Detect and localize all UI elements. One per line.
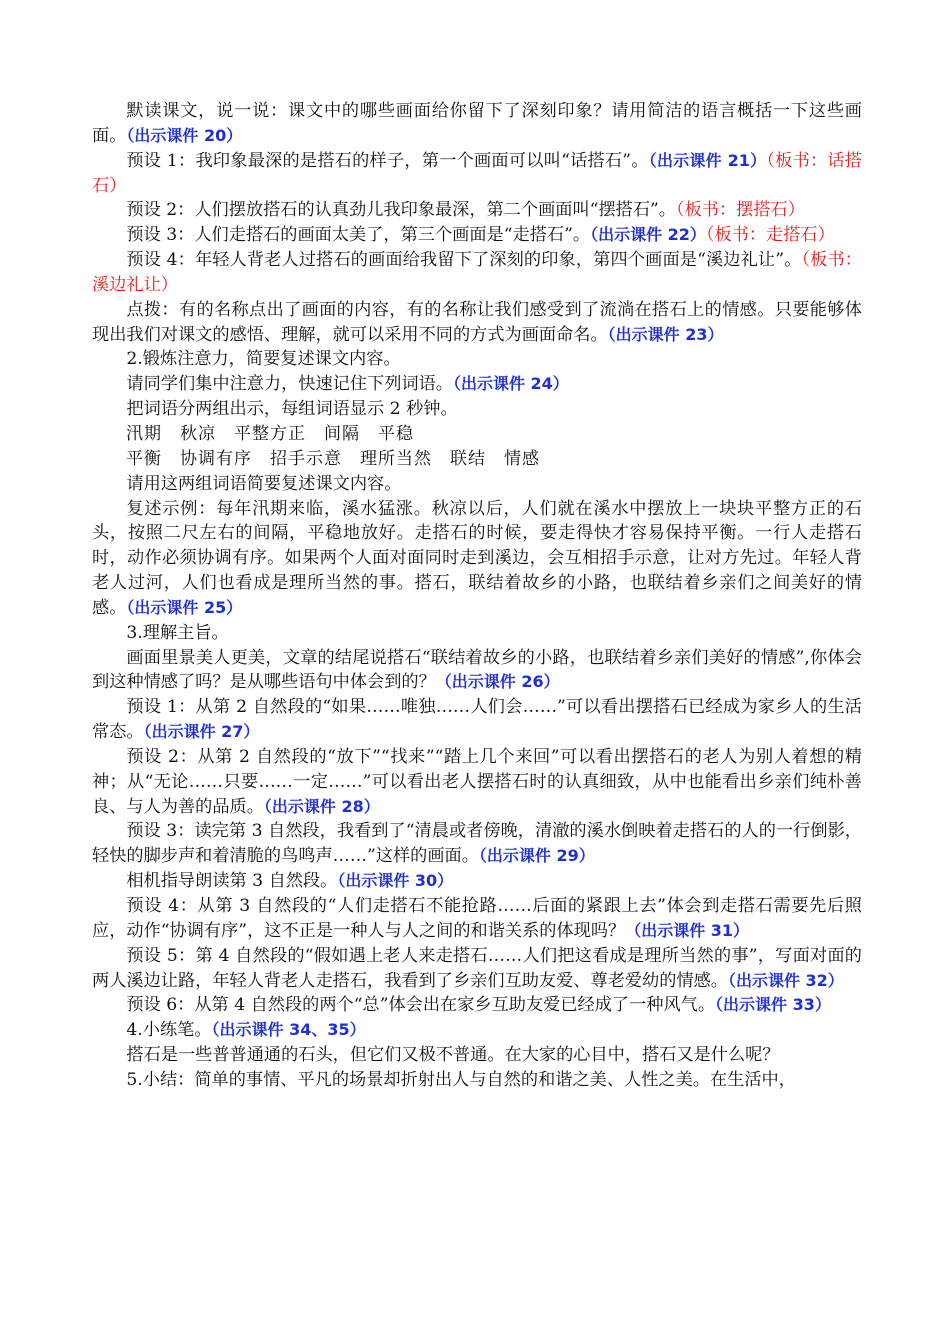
paragraph-text: 相机指导朗读第 3 自然段。 (126, 871, 338, 892)
courseware-note: （出示课件 29） (478, 846, 595, 866)
paragraph-text: 5.小结：简单的事情、平凡的场景却折射出人与自然的和谐之美、人性之美。在生活中， (126, 1069, 796, 1090)
board-note: （板书：话搭石） (92, 150, 862, 196)
paragraph-text: 把词语分两组出示，每组词语显示 2 秒钟。 (126, 399, 458, 420)
board-note: （板书：溪边礼让） (92, 250, 862, 295)
paragraph-text: 画面里景美人更美，文章的结尾说搭石“联结着故乡的小路，也联结着乡亲们美好的情感”,你体会到这种情感了吗？是从哪些语句中体会到的？ (92, 647, 862, 693)
paragraph (92, 1068, 862, 1093)
paragraph-text: 预设 4：年轻人背老人过搭石的画面给我留下了深刻的印象，第四个画面是“溪边礼让”。 (126, 250, 802, 271)
paragraph (92, 894, 862, 944)
word-groups (92, 422, 862, 472)
courseware-note: （出示课件 25） (126, 597, 243, 617)
paragraph (92, 695, 862, 745)
paragraph-text: 预设 4：从第 3 自然段的“人们走搭石不能抢路……后面的紧跟上去”体会到走搭石需要先后照应，动作“协调有序”，这不正是一种人与人之间的和谐关系的体现吗？ (92, 896, 862, 941)
word-item: 平衡 (126, 448, 162, 469)
courseware-note: （出示课件 24） (452, 374, 569, 394)
word-item: 平稳 (378, 423, 414, 444)
paragraph-text: 预设 5：第 4 自然段的“假如遇上老人来走搭石……人们把这看成是理所当然的事”，写面对面的两人溪边让路，年轻人背老人走搭石，我看到了乡亲们互助友爱、尊老爱幼的情感。 (92, 945, 862, 991)
paragraph-text: 预设 1：我印象最深的是搭石的样子，第一个画面可以叫“话搭石”。 (126, 150, 649, 171)
courseware-note: （出示课件 22） (590, 225, 706, 245)
courseware-note: （出示课件 32） (727, 970, 844, 990)
paragraph (92, 497, 862, 621)
paragraph (92, 819, 862, 869)
paragraph-text: 预设 2：人们摆放搭石的认真劲儿我印象最深，第二个画面叫“摆搭石”。 (126, 200, 676, 221)
courseware-note: （出示课件 23） (607, 324, 724, 344)
courseware-note: （出示课件 28） (263, 796, 380, 816)
word-item: 汛期 (126, 423, 162, 444)
paragraph (92, 1043, 862, 1068)
board-note: （板书：摆搭石） (676, 200, 805, 221)
paragraph (92, 1018, 862, 1043)
courseware-note: （出示课件 34、35） (211, 1020, 366, 1040)
paragraph (92, 149, 862, 199)
paragraph (92, 869, 862, 894)
courseware-note: （出示课件 30） (337, 871, 454, 891)
document-body-part2 (92, 472, 862, 1093)
document-body-part1 (92, 99, 862, 422)
paragraph-text: 预设 3：人们走搭石的画面太美了，第三个画面是“走搭石”。 (126, 225, 591, 246)
courseware-note: （出示课件 26） (435, 672, 560, 692)
courseware-note: （出示课件 31） (625, 920, 750, 940)
paragraph-text: 预设 1：从第 2 自然段的“如果……唯独……人们会……”可以看出摆搭石已经成为家乡人的生活常态。 (92, 697, 862, 743)
paragraph-text: 请用这两组词语简要复述课文内容。 (126, 473, 402, 494)
paragraph (92, 621, 862, 646)
paragraph-text: 搭石是一些普普通通的石头，但它们又极不普通。在大家的心目中，搭石又是什么呢？ (126, 1045, 780, 1066)
word-item: 理所当然 (360, 448, 432, 469)
word-group (92, 422, 862, 447)
word-item: 联结 (450, 448, 486, 469)
paragraph (92, 99, 862, 149)
paragraph (92, 397, 862, 422)
paragraph (92, 298, 862, 348)
word-item: 间隔 (324, 423, 360, 444)
paragraph (92, 993, 862, 1018)
paragraph-text: 预设 2：从第 2 自然段的“放下”“找来”“踏上几个来回”可以看出摆搭石的老人为别人着想的精神；从“无论……只要……一定……”可以看出老人摆搭石时的认真细致，从中也能看出乡亲们纯朴善良、与人为善的品质。 (92, 746, 862, 817)
paragraph (92, 223, 862, 248)
courseware-note: （出示课件 21） (648, 150, 767, 170)
paragraph-text: 4.小练笔。 (126, 1020, 212, 1041)
paragraph-text: 预设 6：从第 4 自然段的两个“总”体会出在家乡互助友爱已经成了一种风气。 (126, 995, 716, 1016)
paragraph-text: 预设 3：读完第 3 自然段，我看到了“清晨或者傍晚，清澈的溪水倒映着走搭石的人的一行倒影，轻快的脚步声和着清脆的鸟鸣声……”这样的画面。 (92, 821, 862, 867)
paragraph (92, 944, 862, 994)
word-item: 招手示意 (270, 448, 342, 469)
board-note: （板书：走搭石） (705, 225, 835, 246)
paragraph (92, 248, 862, 298)
document-page (92, 99, 862, 1093)
courseware-note: （出示课件 27） (143, 722, 260, 742)
paragraph-text: 默读课文，说一说：课文中的哪些画面给你留下了深刻印象？请用简洁的语言概括一下这些画面。 (92, 101, 862, 146)
word-item: 秋凉 (180, 423, 216, 444)
word-group (92, 447, 862, 472)
courseware-note: （出示课件 20） (126, 125, 243, 145)
paragraph (92, 372, 862, 397)
paragraph (92, 646, 862, 696)
paragraph (92, 745, 862, 820)
paragraph-text: 3.理解主旨。 (126, 622, 229, 643)
paragraph-text: 2.锻炼注意力，简要复述课文内容。 (126, 349, 401, 370)
word-item: 情感 (504, 448, 540, 469)
courseware-note: （出示课件 33） (715, 995, 831, 1015)
paragraph-text: 点拨：有的名称点出了画面的内容，有的名称让我们感受到了流淌在搭石上的情感。只要能够体现出我们对课文的感悟、理解，就可以采用不同的方式为画面命名。 (92, 299, 862, 345)
paragraph (92, 347, 862, 372)
paragraph (92, 472, 862, 497)
paragraph-text: 复述示例：每年汛期来临，溪水猛涨。秋凉以后，人们就在溪水中摆放上一块块平整方正的石头，按照二尺左右的间隔，平稳地放好。走搭石的时候，要走得快才容易保持平衡。一行人走搭石时，动作必须协调有序。如果两个人面对面同时走到溪边，会互相招手示意，让对方先过。年轻人背老人过河，人们也看成是理所当然的事。搭石，联结着故乡的小路，也联结着乡亲们之间美好的情感。 (92, 498, 862, 618)
word-item: 协调有序 (180, 448, 252, 469)
paragraph (92, 198, 862, 223)
word-item: 平整方正 (234, 423, 306, 444)
paragraph-text: 请同学们集中注意力，快速记住下列词语。 (126, 374, 453, 395)
